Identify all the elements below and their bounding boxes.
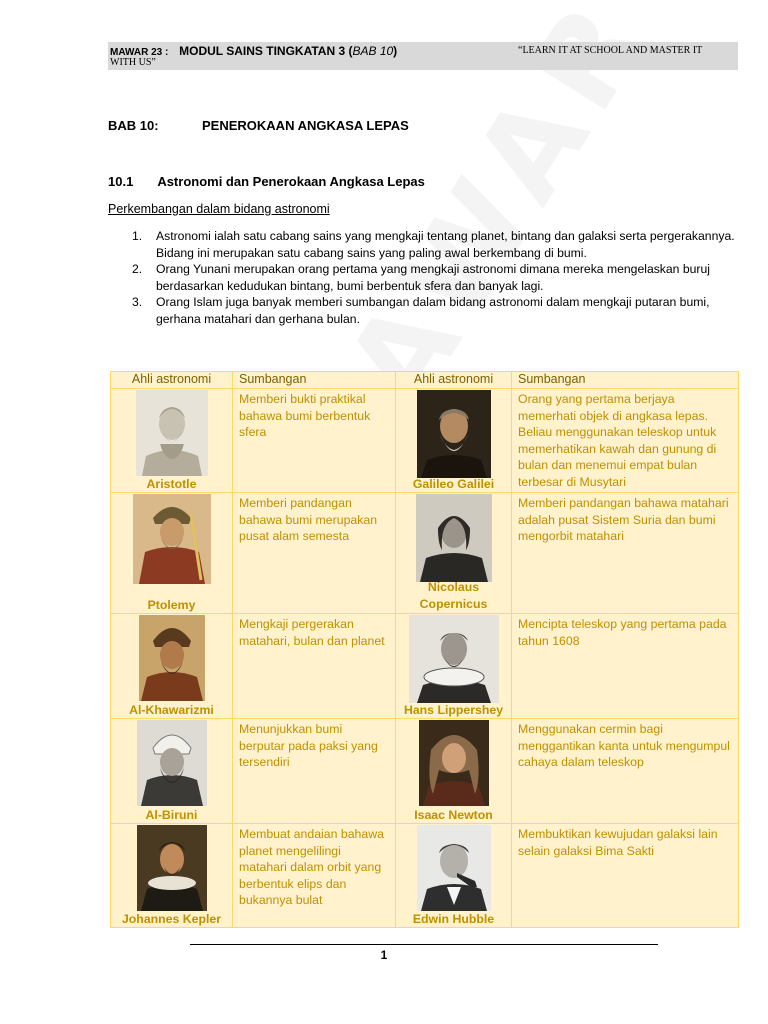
- section-number: 10.1: [108, 174, 134, 189]
- point-number: 2.: [132, 262, 143, 277]
- contribution-cell: Menunjukkan bumi berputar pada paksi yang tersendiri: [233, 719, 396, 824]
- header-module-title: [179, 44, 397, 58]
- contribution-cell: Memberi bukti praktikal bahawa bumi berbentuk sfera: [233, 389, 396, 493]
- point-text: Orang Yunani merupakan orang pertama yang mengkaji astronomi dimana mereka mengelaskan buruj berdasarkan kedudukan bintang, bumi berbentuk sfera dan banyak lagi.: [156, 262, 710, 293]
- list-item: [108, 294, 738, 327]
- astronomer-name: Al-Biruni: [145, 808, 198, 822]
- astronomer-name: Isaac Newton: [414, 808, 493, 822]
- contribution-cell: Membuat andaian bahawa planet mengelilingi matahari dalam orbit yang berbentuk elips dan bukannya bulat: [233, 824, 396, 928]
- table-row: [111, 493, 739, 614]
- page-number: 1: [380, 948, 388, 962]
- astronomer-name: Ptolemy: [147, 598, 196, 612]
- table-header-row: [111, 372, 739, 389]
- list-item: [108, 228, 738, 261]
- contribution-cell: Memberi pandangan bahawa matahari adalah pusat Sistem Suria dan bumi mengorbit matahari: [512, 493, 739, 614]
- module-bab: BAB 10: [352, 44, 394, 58]
- astronomer-cell: [396, 614, 512, 719]
- chapter-label: BAB 10:: [108, 118, 159, 133]
- astronomer-name: Al-Khawarizmi: [129, 703, 214, 717]
- footer-divider: [190, 944, 658, 945]
- astronomer-cell: [396, 719, 512, 824]
- astronomer-cell: [111, 493, 233, 614]
- point-number: 3.: [132, 295, 143, 310]
- contribution-cell: Mencipta teleskop yang pertama pada tahun 1608: [512, 614, 739, 719]
- astronomer-name: Johannes Kepler: [121, 912, 222, 926]
- list-item: [108, 261, 738, 294]
- table-row: [111, 824, 739, 928]
- astronomers-table: [110, 371, 739, 928]
- section-heading: [108, 174, 425, 189]
- copernicus-portrait-icon: [416, 494, 492, 582]
- aristotle-portrait-icon: [136, 390, 208, 476]
- astronomer-name: Nicolaus Copernicus: [419, 580, 488, 611]
- newton-portrait-icon: [419, 720, 489, 806]
- point-number: 1.: [132, 229, 143, 243]
- subheading: Perkembangan dalam bidang astronomi: [108, 202, 330, 216]
- point-text: Orang Islam juga banyak memberi sumbangan dalam bidang astronomi dalam mengkaji putaran bumi, gerhana matahari dan gerhana bulan.: [156, 295, 710, 326]
- al-khawarizmi-portrait-icon: [139, 615, 205, 701]
- contribution-cell: Menggunakan cermin bagi menggantikan kanta untuk mengumpul cahaya dalam teleskop: [512, 719, 739, 824]
- astronomer-cell: [111, 824, 233, 928]
- astronomer-name: Edwin Hubble: [412, 912, 495, 926]
- contribution-cell: Mengkaji pergerakan matahari, bulan dan planet: [233, 614, 396, 719]
- astronomer-cell: [111, 389, 233, 493]
- al-biruni-portrait-icon: [137, 720, 207, 806]
- contribution-cell: Orang yang pertama berjaya memerhati objek di angkasa lepas. Beliau menggunakan teleskop untuk memerhatikan kawah dan gunung di bulan dan menemui empat bulan terbesar di Musytari: [512, 389, 739, 493]
- module-close: ): [393, 44, 398, 58]
- header-slogan: “LEARN IT AT SCHOOL AND MASTER IT: [518, 45, 703, 56]
- ptolemy-portrait-icon: [133, 494, 211, 584]
- astronomer-cell: [396, 824, 512, 928]
- astronomer-name: Galileo Galilei: [412, 477, 495, 491]
- header-astronomer: Ahli astronomi: [396, 372, 512, 389]
- chapter-title: PENEROKAAN ANGKASA LEPAS: [202, 118, 409, 133]
- header-contribution: Sumbangan: [512, 372, 739, 389]
- lippershey-portrait-icon: [409, 615, 499, 703]
- header-slogan-line2: WITH US”: [110, 57, 156, 68]
- kepler-portrait-icon: [137, 825, 207, 911]
- astronomer-name: Hans Lippershey: [403, 703, 504, 717]
- points-list: [108, 228, 738, 328]
- table-row: [111, 719, 739, 824]
- chapter-heading: [108, 118, 409, 133]
- astronomer-cell: [396, 493, 512, 614]
- module-title-text: MODUL SAINS TINGKATAN 3 (: [179, 44, 353, 58]
- point-text: Astronomi ialah satu cabang sains yang mengkaji tentang planet, bintang dan galaksi serta pergerakannya. Bidang ini merupakan satu cabang sains yang paling awal berkembang di bumi.: [156, 229, 735, 260]
- astronomer-cell: [111, 719, 233, 824]
- astronomer-cell: [111, 614, 233, 719]
- contribution-cell: Memberi pandangan bahawa bumi merupakan pusat alam semesta: [233, 493, 396, 614]
- header-contribution: Sumbangan: [233, 372, 396, 389]
- header-astronomer: Ahli astronomi: [111, 372, 233, 389]
- section-title: Astronomi dan Penerokaan Angkasa Lepas: [157, 174, 425, 189]
- hubble-portrait-icon: [417, 825, 491, 911]
- astronomer-name: Aristotle: [146, 477, 197, 491]
- galileo-portrait-icon: [417, 390, 491, 478]
- header-prefix: MAWAR 23 :: [110, 47, 169, 58]
- table-row: [111, 614, 739, 719]
- contribution-cell: Membuktikan kewujudan galaksi lain selain galaksi Bima Sakti: [512, 824, 739, 928]
- page-header: [108, 42, 738, 70]
- table-row: [111, 389, 739, 493]
- astronomer-cell: [396, 389, 512, 493]
